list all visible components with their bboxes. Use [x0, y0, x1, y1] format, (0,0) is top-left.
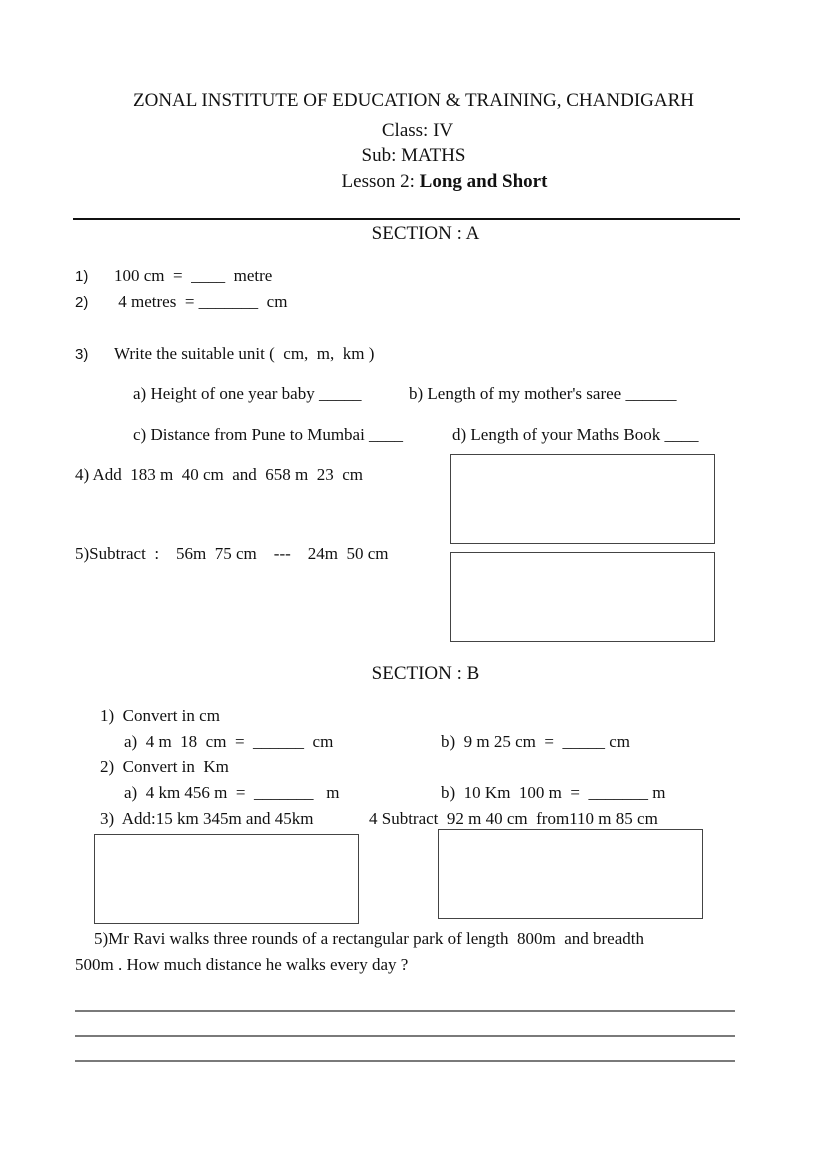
institute-title: ZONAL INSTITUTE OF EDUCATION & TRAINING, CHANDIGARH — [133, 90, 694, 111]
lesson-label — [0, 172, 827, 192]
answer-box-b4[interactable] — [438, 829, 703, 919]
question-a1: 100 cm = ____ metre — [114, 266, 273, 285]
question-b1: 1) Convert in cm — [100, 706, 220, 725]
section-b-title: SECTION : B — [371, 663, 480, 684]
class-label: Class: IV — [381, 120, 454, 141]
question-b1-part-b: b) 9 m 25 cm = _____ cm — [441, 732, 631, 751]
question-a3-part-a: a) Height of one year baby _____ — [133, 384, 362, 403]
section-a-title: SECTION : A — [371, 223, 480, 244]
answer-box-a4[interactable] — [450, 454, 715, 544]
question-b2-part-a: a) 4 km 456 m = _______ m — [124, 783, 340, 802]
question-b4: 4 Subtract 92 m 40 cm from110 m 85 cm — [369, 809, 658, 828]
question-b5-line1: 5)Mr Ravi walks three rounds of a rectangular park of length 800m and breadth — [94, 929, 644, 948]
lesson-prefix: Lesson 2: — [341, 171, 420, 192]
header-divider — [73, 218, 740, 220]
question-a4: 4) Add 183 m 40 cm and 658 m 23 cm — [75, 465, 364, 484]
question-number: 1) — [75, 268, 89, 285]
question-b2: 2) Convert in Km — [100, 757, 229, 776]
question-b3: 3) Add:15 km 345m and 45km — [100, 809, 314, 828]
question-a3: Write the suitable unit ( cm, m, km ) — [114, 344, 375, 363]
question-a5: 5)Subtract : 56m 75 cm --- 24m 50 cm — [75, 544, 389, 563]
question-number: 2) — [75, 294, 89, 311]
question-b5-line2: 500m . How much distance he walks every day ? — [75, 955, 409, 974]
question-b1-part-a: a) 4 m 18 cm = ______ cm — [124, 732, 334, 751]
answer-line-3[interactable] — [75, 1060, 735, 1062]
question-number: 3) — [75, 346, 89, 363]
question-a2: 4 metres = _______ cm — [114, 292, 288, 311]
answer-line-2[interactable] — [75, 1035, 735, 1037]
answer-line-1[interactable] — [75, 1010, 735, 1012]
question-b2-part-b: b) 10 Km 100 m = _______ m — [441, 783, 666, 802]
subject-label: Sub: MATHS — [361, 145, 466, 166]
answer-box-a5[interactable] — [450, 552, 715, 642]
question-a3-part-d: d) Length of your Maths Book ____ — [452, 425, 699, 444]
question-a3-part-b: b) Length of my mother's saree ______ — [409, 384, 677, 403]
question-a3-part-c: c) Distance from Pune to Mumbai ____ — [133, 425, 404, 444]
lesson-title: Long and Short — [419, 171, 548, 192]
answer-box-b3[interactable] — [94, 834, 359, 924]
